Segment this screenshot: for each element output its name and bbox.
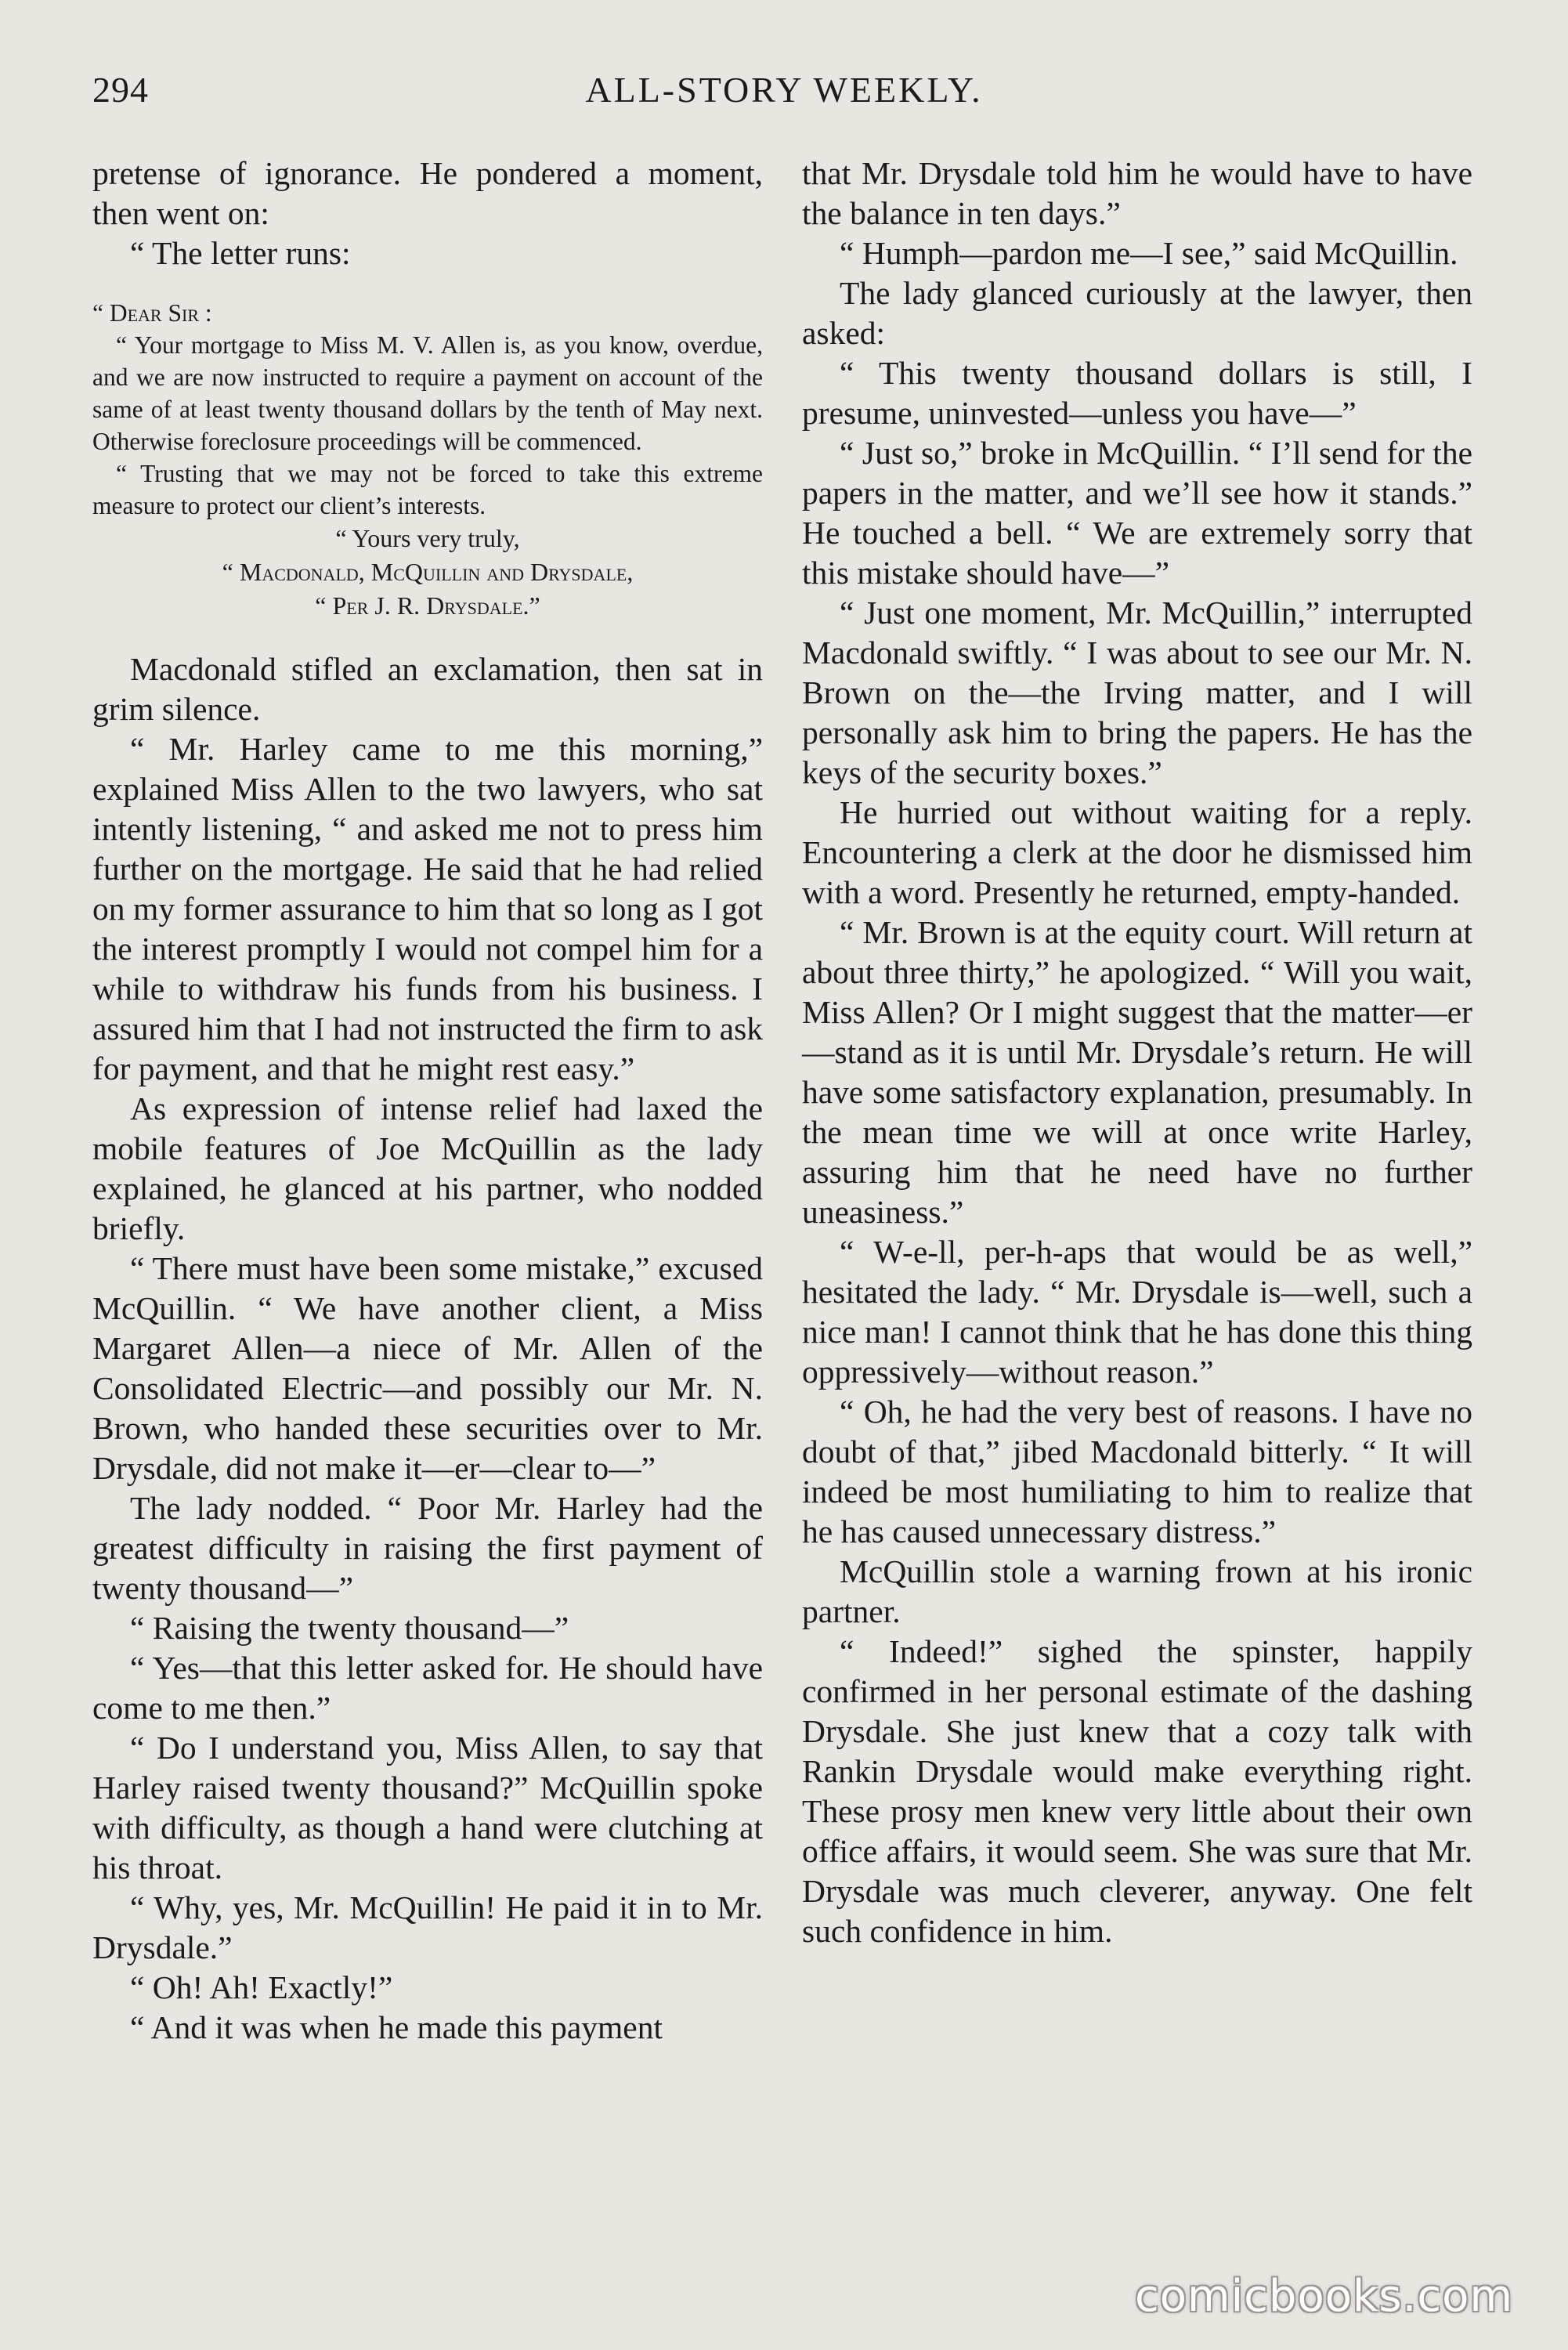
paragraph: “ Indeed!” sighed the spinster, happily confirmed in her personal estimate of the dashing Drysdale. She just knew that a cozy talk with Rankin Drysdale would make everything right. These prosy men knew very little about their own office affairs, it would seem. She was sure that Mr. Drysdale was much cleverer, anyway. One felt such confidence in him. [802,1633,1472,1949]
paragraph: “ There must have been some mistake,” excused McQuillin. “ We have another client, a Miss Margaret Allen—a niece of Mr. Allen of the Consolidated Electric—and possibly our Mr. N. Brown, who handed these securities over to Mr. Drysdale, did not make it—er—clear to—” [92,1250,763,1486]
paragraph: “ Why, yes, Mr. McQuillin! He paid it in to Mr. Drysdale.” [92,1889,763,1965]
paragraph: pretense of ignorance. He pondered a moment, then went on: [92,155,763,231]
paragraph: “ Just one moment, Mr. McQuillin,” interrupted Macdonald swiftly. “ I was about to see our Mr. N. Brown on the—the Irving matter, and I will personally ask him to bring the papers. He has the keys of the security boxes.” [802,595,1472,790]
paragraph: The lady nodded. “ Poor Mr. Harley had the greatest difficulty in raising the first payment of twenty thousand—” [92,1490,763,1606]
letter-signature: “ Per J. R. Drysdale.” [315,591,540,620]
letter-body: “ Trusting that we may not be forced to take this extreme measure to protect our client’s interests. [92,460,763,519]
paragraph: As expression of intense relief had laxed the mobile features of Joe McQuillin as the lady explained, he glanced at his partner, who nodded briefly. [92,1090,763,1246]
letter-closing: “ Yours very truly, [335,524,520,552]
watermark: comicbooks.com [1134,2271,1513,2322]
paragraph: Macdonald stifled an exclamation, then sat in grim silence. [92,651,763,727]
paragraph: “ Just so,” broke in McQuillin. “ I’ll send for the papers in the matter, and we’ll see how it stands.” He touched a bell. “ We are extremely sorry that this mistake should have—” [802,435,1472,591]
paragraph: “ Do I understand you, Miss Allen, to say that Harley raised twenty thousand?” McQuillin spoke with difficulty, as though a hand were clutching at his throat. [92,1730,763,1885]
letter-salutation: “ Dear Sir : [92,299,212,327]
right-column [802,154,1472,1951]
paragraph: The lady glanced curiously at the lawyer, then asked: [802,275,1472,351]
paragraph: “ The letter runs: [130,235,351,271]
letter-body: “ Your mortgage to Miss M. V. Allen is, as you know, overdue, and we are now instructed to require a payment on account of the same of at least twenty thousand dollars by the tenth of May next. Otherwise foreclosure proceedings will be commenced. [92,331,763,455]
paragraph: “ This twenty thousand dollars is still, I presume, uninvested—unless you have—” [802,355,1472,431]
paragraph: “ Oh! Ah! Exactly!” [130,1969,393,2005]
page-number: 294 [92,70,149,110]
letter-firm: “ Macdonald, McQuillin and Drysdale, [222,558,634,586]
paragraph: “ Humph—pardon me—I see,” said McQuillin. [840,235,1458,271]
quoted-letter [92,297,763,623]
running-head: ALL-STORY WEEKLY. [585,70,983,110]
paragraph: “ Raising the twenty thousand—” [130,1610,569,1646]
paragraph: “ Mr. Harley came to me this morning,” explained Miss Allen to the two lawyers, who sat intently listening, “ and asked me not to press him further on the mortgage. He said that he had relied on my former assurance to him that so long as I got the interest promptly I would not compel him for a while to withdraw his funds from his business. I assured him that I had not instructed the firm to ask for payment, and that he might rest easy.” [92,731,763,1086]
paragraph: “ Mr. Brown is at the equity court. Will return at about three thirty,” he apologized. “ Will you wait, Miss Allen? Or I might suggest that the matter—er—stand as it is until Mr. Drysdale’s return. He will have some satisfactory explanation, presumably. In the mean time we will at once write Harley, assuring him that he need have no further uneasiness.” [802,914,1472,1230]
paragraph: that Mr. Drysdale told him he would have to have the balance in ten days.” [802,155,1472,231]
paragraph: “ Yes—that this letter asked for. He should have come to me then.” [92,1650,763,1726]
paragraph: “ W-e-ll, per-h-aps that would be as well,” hesitated the lady. “ Mr. Drysdale is—well, such a nice man! I cannot think that he has done this thing oppressively—without reason.” [802,1234,1472,1390]
paragraph: McQuillin stole a warning frown at his ironic partner. [802,1553,1472,1629]
paragraph: He hurried out without waiting for a reply. Encountering a clerk at the door he dismissed him with a word. Presently he returned, empty-handed. [802,794,1472,910]
left-column [92,154,763,2048]
paragraph: “ And it was when he made this payment [130,2009,663,2045]
paragraph: “ Oh, he had the very best of reasons. I have no doubt of that,” jibed Macdonald bitterly. “ It will indeed be most humiliating to him to realize that he has caused unnecessary distress.” [802,1394,1472,1549]
